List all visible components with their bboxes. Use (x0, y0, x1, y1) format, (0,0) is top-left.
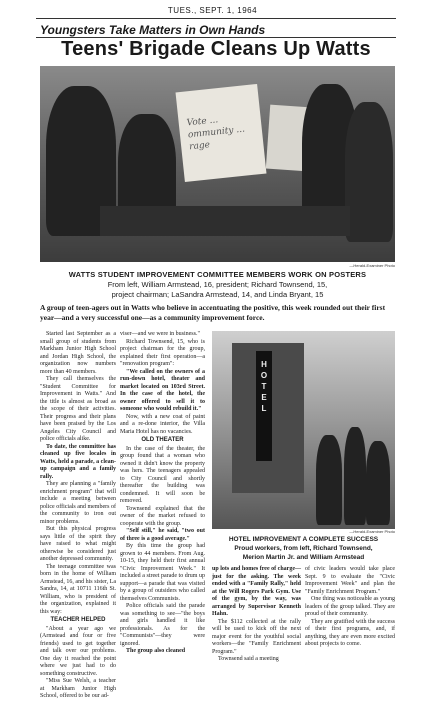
article-column-1 (40, 331, 116, 701)
photo-table (100, 206, 350, 236)
subhead: OLD THEATER (141, 437, 184, 443)
paragraph: Richard Townsend, 15, who is project chairman for the group, explained their first operation—a "renovation program": (120, 338, 205, 367)
paragraph: One thing was noticeable as young leaders of the group talked. They are proud of their community. (305, 596, 395, 617)
paragraph: Townsend explained that the owner of the market refused to cooperate with the group. (120, 505, 205, 527)
paragraph: up lots and homes free of charge—just for the asking. The week ended with a "Family Rally," held at the Will Rogers Park Gym. Use of the gym, by the way, was arranged by Supervisor Kenneth Hahn. (212, 566, 301, 617)
top-rule (36, 18, 396, 19)
paragraph: "Miss Sue Welsh, a teacher at Markham Junior High School, offered to be our ad- (40, 678, 116, 699)
article-column-4 (305, 566, 395, 649)
paragraph: They call themselves the "Student Committee for Improvement in Watts." And the title is almost as broad as the scope of their activities. Their progress and their plans have been praised by the Los Angeles City Council and police officials alike. (40, 376, 116, 442)
paragraph: Townsend said a meeting (218, 656, 279, 662)
paragraph: The $112 collected at the rally will be used to kick off the next major event for the youthful social workers—the "Family Enrichment Program." (212, 618, 301, 655)
paragraph: Now, with a new coat of paint and a re-done interior, the Villa Maria Hotel has no vacancies. (120, 413, 205, 435)
paragraph: In the case of the theater, the group found that a woman who owned it didn't know the property was hers. The teenagers appealed to City Council and shortly thereafter the building was condemned. It will soon be removed. (120, 445, 205, 504)
paragraph: They are gratified with the success of their first programs, and, if anything, they are even more excited about projects to come. (305, 618, 395, 647)
lede-paragraph: A group of teen-agers out in Watts who believe in accentuating the positive, this week rounded out their first year—and a very successful one—as a community improvement force. (40, 303, 386, 322)
paragraph: "Self still," he said, "two out of three is a good average." (120, 528, 205, 542)
paragraph: But this physical progress says little of the spirit they have raised to what might otherwise be considered just another depressed community. (40, 526, 116, 562)
hotel-photo (212, 331, 395, 529)
photo-figure (366, 441, 390, 525)
caption-title: HOTEL IMPROVEMENT A COMPLETE SUCCESS (228, 536, 379, 543)
paragraph: viser—and we were in business." (120, 331, 200, 337)
photo-figure (344, 427, 366, 525)
paragraph: Police officials said the parade was something to see—"the boys and girls handled it like professionals. As for the "Communists"—they were ignored. (120, 603, 205, 647)
article-column-3 (212, 566, 301, 664)
paragraph: They are planning a "family enrichment program" that will include a meeting between police officials and members of the community to iron out minor problems. (40, 481, 116, 525)
photo-caption (40, 270, 395, 300)
hotel-sign (256, 351, 272, 461)
paragraph: "We called on the owners of a run-down hotel, theater and market located on 103rd Street. In the case of the hotel, the owner offered to sell it to someone who would rebuild it." (120, 368, 205, 412)
paragraph: of civic leaders would take place Sept. 9 to evaluate the "Civic Improvement Week" and plan the "Family Enrichment Program." (305, 566, 395, 595)
caption-title: WATTS STUDENT IMPROVEMENT COMMITTEE MEMBERS WORK ON POSTERS (68, 270, 367, 279)
hotel-sign-text: HOTEL (260, 360, 268, 413)
poster-sign-text: Vote ... ommunity ... rage (186, 115, 246, 153)
subhead: TEACHER HELPED (50, 617, 106, 623)
paragraph: Started last September as a small group of students from Markham Junior High School and Jordan High School, the organization now numbers more than 40 members. (40, 331, 116, 375)
article-column-2 (120, 331, 205, 656)
photo-caption (212, 535, 395, 562)
poster-sign (176, 84, 267, 182)
kicker: Youngsters Take Matters in Own Hands (40, 23, 266, 37)
caption-line: Merion Martin Jr. and William Armstead (242, 554, 365, 561)
photo-credit: —Herald-Examiner Photo (349, 263, 395, 268)
photo-figure (345, 102, 393, 242)
photo-figure (316, 435, 342, 525)
paragraph: The teenage committee was born in the home of William Armstead, 16, and his sister, La Sandra, 14, at 10711 116th St. William, who is president of the organization, explained it this way: (40, 563, 116, 615)
caption-line: From left, William Armstead, 16, president; Richard Townsend, 15, (107, 280, 328, 289)
photo-credit: —Herald-Examiner Photo (349, 529, 395, 534)
caption-line: project chairman; LaSandra Armstead, 14, and Linda Bryant, 15 (111, 290, 324, 299)
posters-photo (40, 66, 395, 262)
caption-line: Proud workers, from left, Richard Townsend, (234, 545, 373, 552)
paragraph: By this time the group had grown to 44 members. From Aug. 10-15, they held their first annual "Civic Improvement Week." It included a street parade to drum up support—a parade that was visited by a group of outsiders who called themselves Communists. (120, 543, 205, 602)
paragraph: The group also cleaned (126, 648, 186, 654)
headline: Teens' Brigade Cleans Up Watts (61, 38, 371, 60)
paragraph: To date, the committee has cleaned up five locales in Watts, held a parade, a clean-up campaign and a family rally. (40, 443, 116, 480)
dateline: TUES., SEPT. 1, 1964 (167, 6, 258, 15)
paragraph: "About a year ago we (Armstead and four or five friends) used to get together and talk over our problems. One day it reached the point where we just had to do something constructive. (40, 625, 116, 677)
